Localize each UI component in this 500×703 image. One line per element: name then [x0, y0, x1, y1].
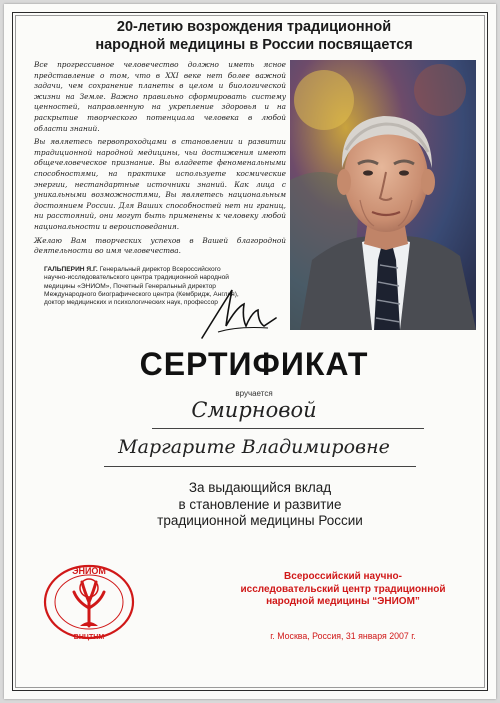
intro-paragraph-1: Все прогрессивное человечество должно иметь ясное представление о том, что в XXI веке нет более важной задачи, чем сохранение планеты в целом и биологической жизни на Земле. Важно правильно сформировать систему ценностей, направленную на укрепление здоровья и на раскрытие творческого потенциала человека в любой области знаний. — [34, 60, 286, 133]
org-line-1: Всероссийский научно- — [284, 571, 402, 582]
dedication-header — [34, 18, 474, 54]
logo-top-text: ЭНИОМ — [72, 566, 106, 576]
recipient-given-names: Маргарите Владимировне — [118, 436, 390, 458]
header-line-2: народной медицины в России посвящается — [95, 37, 413, 53]
org-line-3: народной медицины “ЭНИОМ” — [266, 596, 420, 607]
recipient-surname: Смирновой — [191, 398, 317, 422]
surname-underline — [152, 428, 424, 429]
reason-line-1: За выдающийся вклад — [188, 480, 332, 495]
certificate-title: СЕРТИФИКАТ — [139, 346, 369, 382]
certificate-page — [4, 4, 496, 699]
intro-text — [34, 60, 286, 260]
header-line-1: 20-летию возрождения традиционной — [116, 19, 392, 35]
award-reason — [104, 480, 416, 530]
place-and-date: г. Москва, Россия, 31 января 2007 г. — [270, 631, 416, 641]
intro-paragraph-2: Вы являетесь первопроходцами в становлении и развитии традиционной народной медицины, чьи достижения имеют общечеловеческое признание. Вы владеете феноменальными способностями, на практике используете космические энергии, нестандартные источники знаний. Как лица с уникальными возможностями, Вы являетесь национальным достоянием России. Для Ваших способностей нет ни границ, ни расстояний, они могут быть применены к человеку любой национальности и вероисповедания. — [34, 137, 286, 231]
organization-name — [218, 571, 468, 609]
org-line-2: исследовательский центр традиционной — [240, 583, 446, 595]
reason-line-2: в становление и развитие — [178, 496, 342, 512]
signer-title: Генеральный директор Всероссийского научно-исследовательского центра традиционной народной медицины «ЭНИОМ», Почетный Генеральный директор Международного биографического центра (Кембридж, Англия), доктор медицинских и психологических наук, профессор — [44, 266, 239, 307]
director-portrait — [290, 60, 476, 330]
reason-line-3: традиционной медицины России — [157, 513, 363, 528]
given-names-underline — [104, 466, 416, 467]
handwritten-signature — [198, 282, 278, 342]
portrait-image — [290, 60, 476, 330]
signer-name: ГАЛЬПЕРИН Я.Г. — [44, 266, 98, 273]
awarded-label: вручается — [235, 389, 273, 398]
eniom-logo-emblem — [40, 562, 138, 642]
intro-paragraph-3: Желаю Вам творческих успехов в Вашей благородной деятельности во имя человечества. — [34, 235, 286, 256]
logo-bottom-text: ВНЦТНМ — [73, 634, 105, 641]
